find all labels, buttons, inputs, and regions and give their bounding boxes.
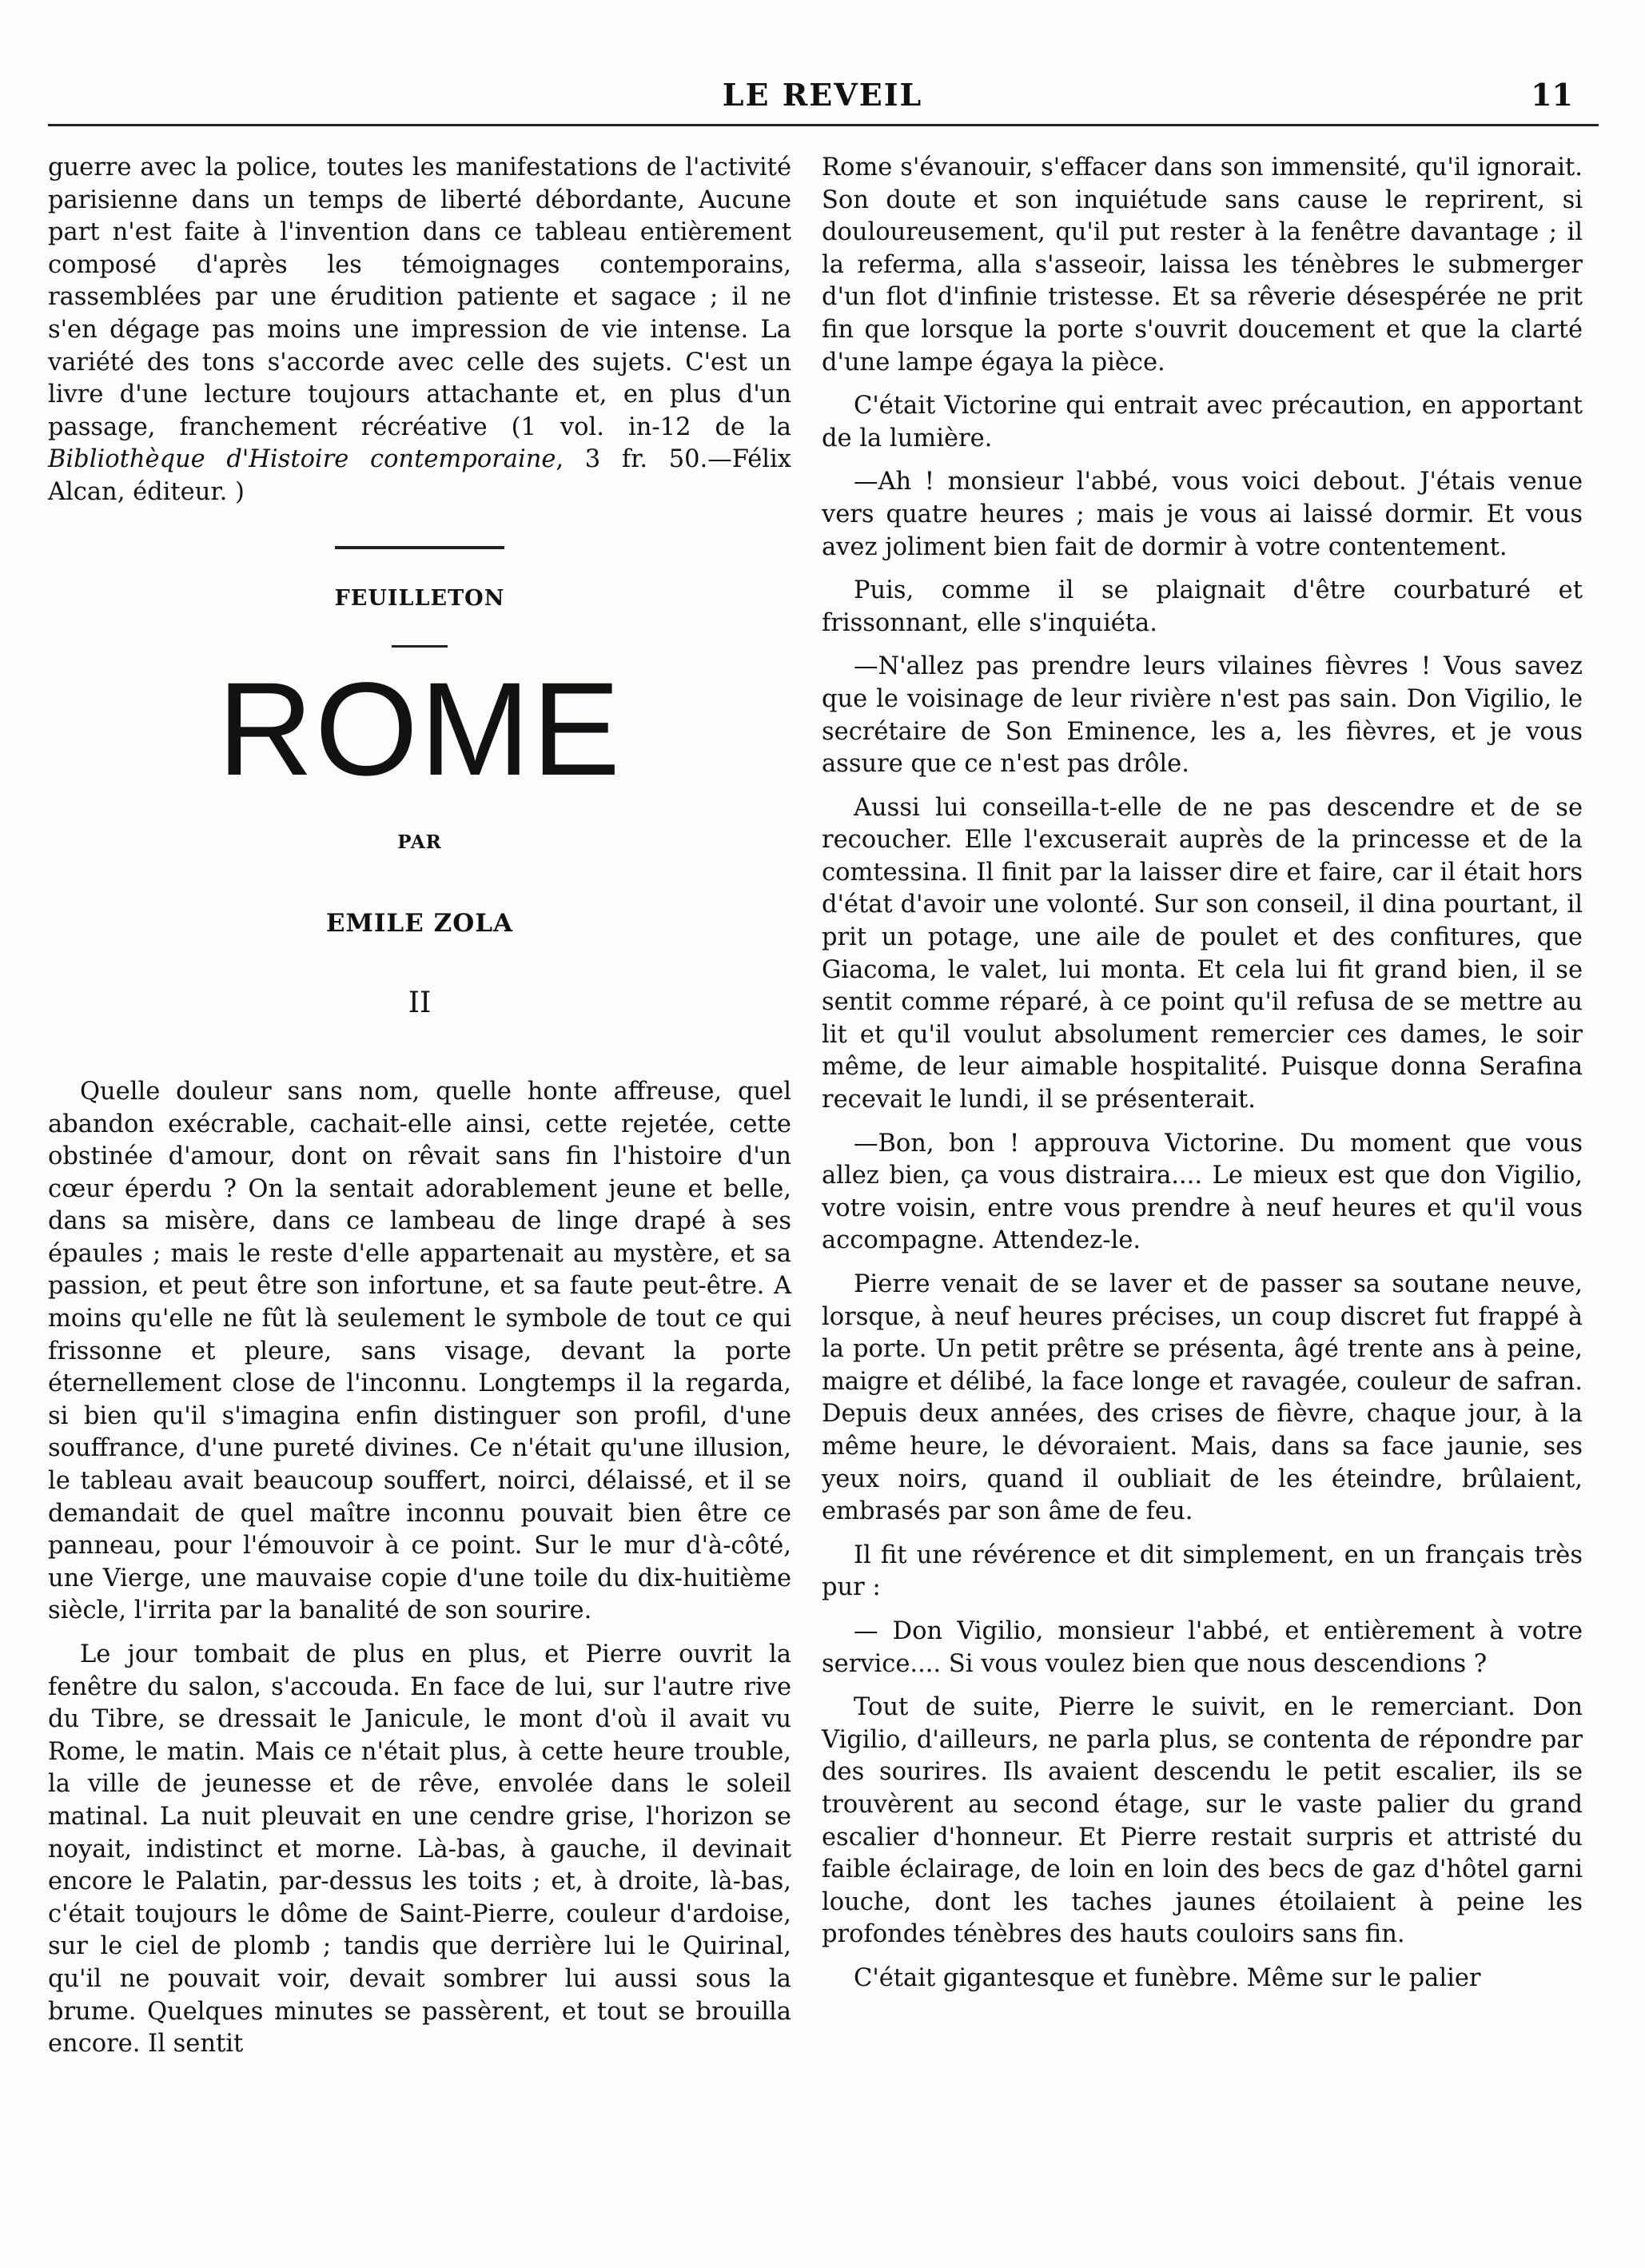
body-paragraph: C'était Victorine qui entrait avec précaution, en apportant de la lumière.: [822, 392, 1583, 452]
body-paragraph: —N'allez pas prendre leurs vilaines fièvres ! Vous savez que le voisinage de leur rivière n'est pas sain. Don Vigilio, le secrétaire de Son Eminence, les a, les fièvres, et je vous assure que ce n'est pas drôle.: [822, 652, 1583, 779]
body-paragraph: Aussi lui conseilla-t-elle de ne pas descendre et de se recoucher. Elle l'excuserait auprès de la princesse et de la comtessina. Il finit par la laisser dire et faire, car il était hors d'état d'avoir une volonté. Sur son conseil, il dina pourtant, il prit un potage, une aile de poulet et des confitures, que Giacoma, le valet, lui monta. Et cela lui fit grand bien, il se sentit comme réparé, à ce point qu'il refusa de se mettre au lit et qu'il voulut absolument remercier ces dames, le soir même, de leur aimable hospitalité. Puisque donna Serafina recevait le lundi, il se présenterait.: [822, 793, 1583, 1114]
author-name: EMILE ZOLA: [325, 908, 514, 938]
title-divider: [392, 645, 448, 648]
body-paragraph: Le jour tombait de plus en plus, et Pierre ouvrit la fenêtre du salon, s'accouda. En face de lui, sur l'autre rive du Tibre, se dressait le Janicule, le mont d'où il avait vu Rome, le matin. Mais ce n'était plus, à cette heure trouble, la ville de jeunesse et de rêve, envolée dans le soleil matinal. La nuit pleuvait en une cendre grise, l'horizon se noyait, indistinct et morne. Là-bas, à gauche, il devinait encore le Palatin, par-dessus les toits ; et, à droite, là-bas, c'était toujours le dôme de Saint-Pierre, couleur d'ardoise, sur le ciel de plomb ; tandis que derrière lui le Quirinal, qu'il ne pouvait voir, devait sombrer lui aussi sous la brume. Quelques minutes se passèrent, et tout se brouilla encore. Il sentit: [48, 1640, 791, 2059]
body-paragraph: C'était gigantesque et funèbre. Même sur le palier: [854, 1963, 1481, 1992]
section-divider: [335, 546, 504, 549]
body-paragraph: Puis, comme il se plaignait d'être courbaturé et frissonnant, elle s'inquiéta.: [822, 576, 1583, 637]
newspaper-title: LE REVEIL: [722, 77, 923, 113]
byline-par: PAR: [397, 831, 442, 854]
feuilleton-label: FEUILLETON: [334, 585, 505, 611]
body-paragraph: Pierre venait de se laver et de passer sa soutane neuve, lorsque, à neuf heures précises, un coup discret fut frappé à la porte. Un petit prêtre se présenta, âgé trente ans à peine, maigre et délibé, la face longe et ravagée, couleur de safran. Depuis deux années, des crises de fièvre, chaque jour, à la même heure, le dévoraient. Mais, dans sa face jaunie, ses yeux noirs, quand il oubliait de les éteindre, brûlaient, embrasés par son âme de feu.: [822, 1270, 1583, 1526]
header-rule: [48, 124, 1599, 126]
review-text: guerre avec la police, toutes les manifestations de l'activité parisienne dans un temps de liberté débordante, Aucune part n'est faite à l'invention dans ce tableau entièrement composé d'après les témoignages contemporains, rassemblées par une érudition patiente et sagace ; il ne s'en dégage pas moins une impression de vie intense. La variété des tons s'accorde avec celle des sujets. C'est un livre d'une lecture toujours attachante et, en plus d'un passage, franchement récréative (1 vol. in-12 de la: [48, 153, 791, 441]
left-body: [48, 1076, 791, 2061]
left-column: [48, 152, 791, 2072]
page-number: 11: [1531, 77, 1573, 113]
page-header: [48, 77, 1597, 125]
chapter-number: II: [408, 987, 432, 1020]
body-paragraph: Rome s'évanouir, s'effacer dans son immensité, qu'il ignorait. Son doute et son inquiétude sans cause le reprirent, si douloureusement, qu'il put rester à la fenêtre davantage ; il la referma, alla s'asseoir, laissa les ténèbres le submerger d'un flot d'infinie tristesse. Et sa rêverie désespérée ne prit fin que lorsque la porte s'ouvrit doucement et que la clarté d'une lampe égaya la pièce.: [822, 153, 1583, 377]
review-series-title: Bibliothèque d'Histoire contemporaine: [48, 445, 556, 474]
serial-title: ROME: [217, 656, 622, 804]
body-paragraph: Il fit une révérence et dit simplement, en un français très pur :: [822, 1541, 1583, 1602]
body-paragraph: — Don Vigilio, monsieur l'abbé, et entièrement à votre service.... Si vous voulez bien que nous descendions ?: [822, 1616, 1583, 1678]
body-paragraph: —Ah ! monsieur l'abbé, vous voici debout. J'étais venue vers quatre heures ; mais je vous ai laissé dormir. Et vous avez joliment bien fait de dormir à votre contentement.: [822, 468, 1583, 561]
review-paragraph: [48, 152, 791, 509]
body-paragraph: —Bon, bon ! approuva Victorine. Du moment que vous allez bien, ça vous distraira.... Le mieux est que don Vigilio, votre voisin, entre vous prendre à neuf heures et qu'il vous accompagne. Attendez-le.: [822, 1129, 1583, 1255]
right-column: [822, 152, 1583, 2006]
review-publisher: , 3 fr. 50.—Félix Alcan, éditeur. ): [48, 445, 791, 506]
body-paragraph: Quelle douleur sans nom, quelle honte affreuse, quel abandon exécrable, cachait-elle ainsi, cette rejetée, cette obstinée d'amour, dont on rêvait sans fin l'histoire d'un cœur éperdu ? On la sentait adorablement jeune et belle, dans sa misère, dans ce lambeau de linge drapé à ses épaules ; mais le reste d'elle appartenait au mystère, et sa passion, et peut être son infortune, et sa faute peut-être. A moins qu'elle ne fût là seulement le symbole de tout ce qui frissonne et pleure, sans visage, devant la porte éternellement close de l'inconnu. Longtemps il la regarda, si bien qu'il s'imagina enfin distinguer son profil, d'une souffrance, d'une pureté divines. Ce n'était qu'une illusion, le tableau avait beaucoup souffert, noirci, délaissé, et il se demandait de quel maître inconnu pouvait bien être ce panneau, pour l'émouvoir à ce point. Sur le mur d'à-côté, une Vierge, une mauvaise copie d'une toile du dix-huitième siècle, l'irrita par la banalité de son sourire.: [48, 1077, 791, 1625]
body-paragraph: Tout de suite, Pierre le suivit, en le remerciant. Don Vigilio, d'ailleurs, ne parla plus, se contenta de répondre par des sourires. Ils avaient descendu le petit escalier, ils se trouvèrent au second étage, sur le vaste palier du grand escalier d'honneur. Et Pierre restait surpris et attristé du faible éclairage, de loin en loin des becs de gaz d'hôtel garni louche, dont les taches jaunes étoilaient à peine les profondes ténèbres des hauts couloirs sans fin.: [822, 1693, 1583, 1949]
